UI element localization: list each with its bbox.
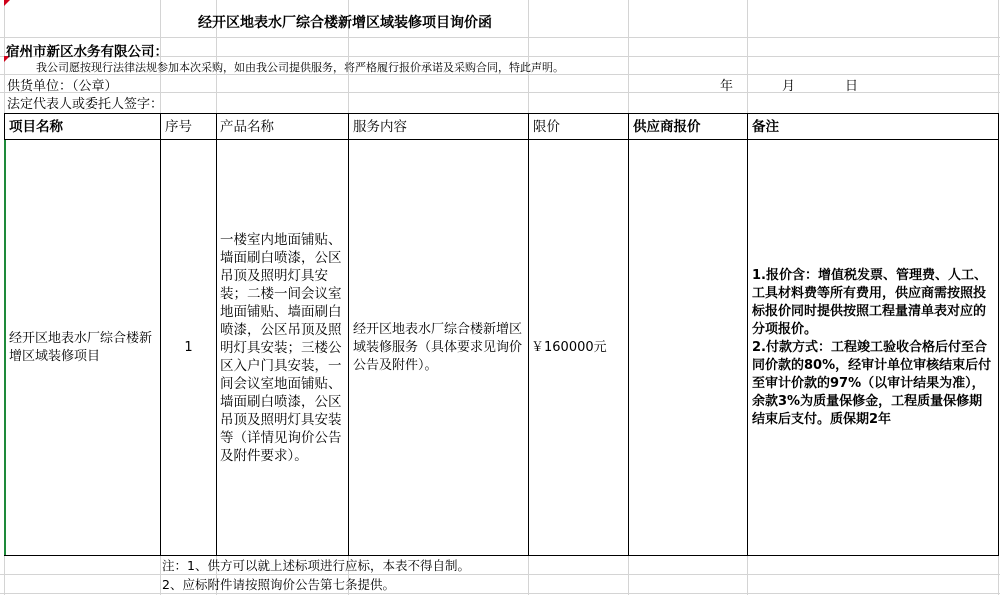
date-year-label: 年: [720, 79, 734, 94]
header-project-name: 项目名称: [9, 118, 63, 135]
header-seq: 序号: [165, 118, 192, 135]
cell-product-name[interactable]: 一楼室内地面铺贴、墙面刷白喷漆，公区吊顶及照明灯具安装；二楼一间会议室地面铺贴、墙面刷白喷漆，公区吊顶及照明灯具安装；三楼公区入户门具安装，一间会议室地面铺贴、墙面刷白喷漆，公区吊顶及照明灯具安装等（详情见询价公告及附件要求）。: [220, 231, 342, 464]
note-line-1: 注：1、供方可以就上述标项进行应标，本表不得自制。: [162, 558, 470, 573]
addressee: 宿州市新区水务有限公司：: [6, 44, 168, 60]
date-day-label: 日: [845, 79, 859, 94]
representative-label: 法定代表人或委托人签字：: [7, 97, 164, 112]
header-product-name: 产品名称: [220, 118, 274, 135]
date-month-label: 月: [782, 79, 796, 94]
cell-project-name[interactable]: 经开区地表水厂综合楼新增区域装修项目: [9, 330, 153, 364]
cell-remark[interactable]: 1.报价含：增值税发票、管理费、人工、工具材料费等所有费用，供应商需按照投标报价同时提供按照工程量清单表对应的分项报价。 2.付款方式：工程竣工验收合格后付至合同价款的80%，经审计单位审核结束后付至审计价款的97%（以审计结果为准），余款3%为质量保修金，工程质量保修期结束后支付。质保期2年: [752, 267, 992, 427]
cell-seq[interactable]: 1: [184, 339, 193, 355]
comment-marker-icon[interactable]: [4, 0, 10, 6]
note-line-2: 2、应标附件请按照询价公告第七条提供。: [162, 577, 395, 592]
header-limit-price: 限价: [533, 118, 560, 135]
cell-limit-price[interactable]: ￥160000元: [531, 339, 607, 355]
header-supplier-quote: 供应商报价: [633, 118, 701, 135]
cell-supplier-quote[interactable]: [629, 140, 747, 555]
supplier-label: 供货单位：（公章）: [7, 79, 118, 94]
header-service-content: 服务内容: [353, 118, 407, 135]
cell-service-content[interactable]: 经开区地表水厂综合楼新增区域装修服务（具体要求见询价公告及附件）。: [353, 321, 523, 373]
document-title: 经开区地表水厂综合楼新增区域装修项目询价函: [198, 15, 492, 31]
statement-text: 我公司愿按现行法律法规参加本次采购，如由我公司提供服务，将严格履行报价承诺及采购合同，特此声明。: [36, 61, 564, 74]
header-remark: 备注: [752, 118, 779, 135]
selection-indicator: [4, 140, 6, 555]
